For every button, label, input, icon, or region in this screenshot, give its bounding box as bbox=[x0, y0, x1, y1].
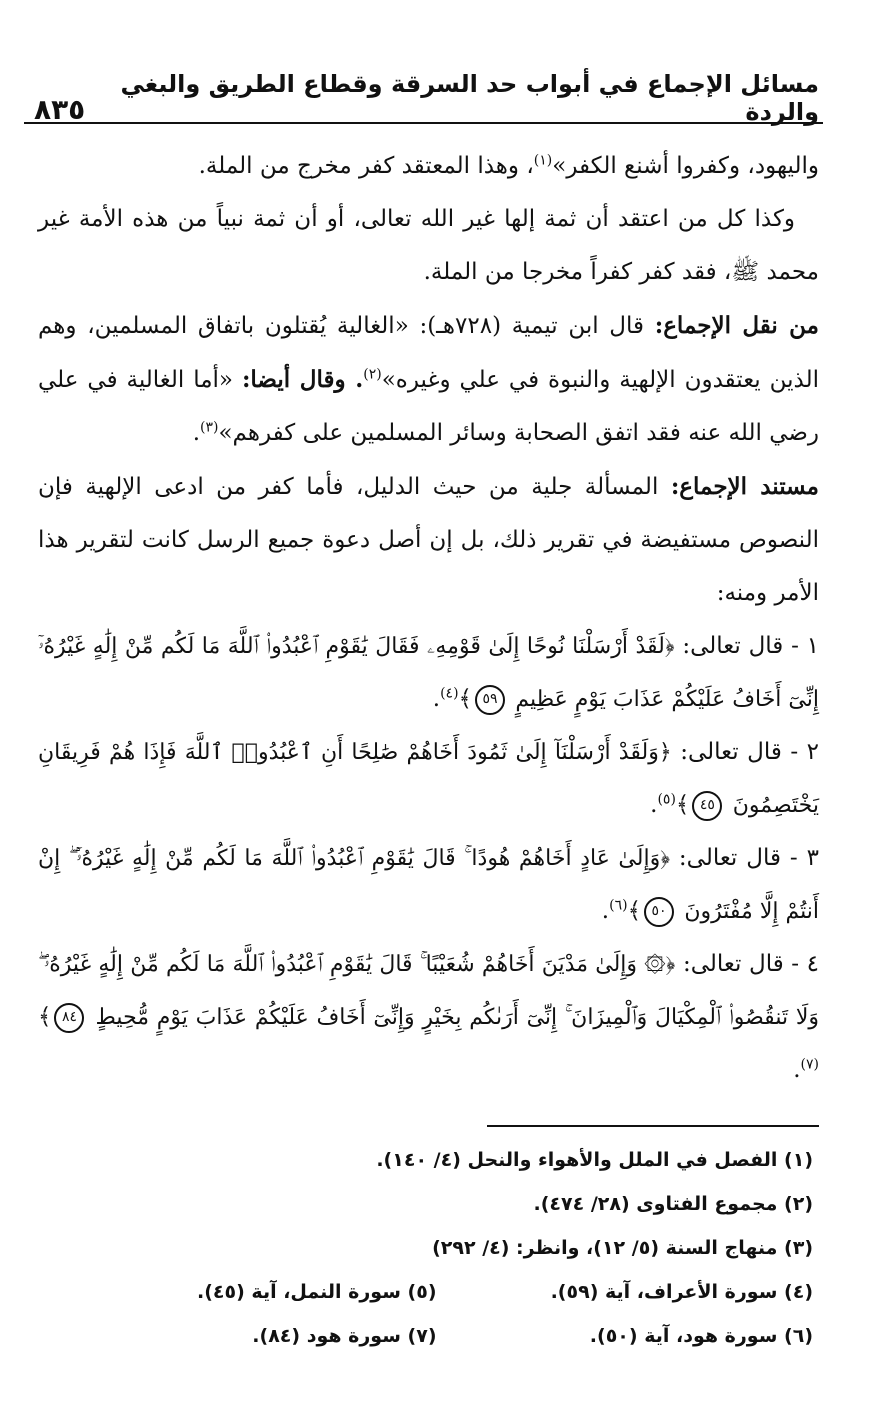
footnote-ref-2: (٢) bbox=[363, 366, 382, 383]
footnote-rule bbox=[487, 1125, 819, 1127]
paragraph-1 bbox=[38, 140, 819, 193]
footnotes bbox=[60, 1138, 813, 1358]
page-number: ٨٣٥ bbox=[34, 93, 86, 126]
p3-lead: من نقل الإجماع: bbox=[654, 312, 819, 339]
item-3-verse: ﴿وَإِلَىٰ عَادٍ أَخَاهُمْ هُودًا ۚ قَالَ يَٰقَوْمِ ٱعْبُدُوا۟ ٱللَّهَ مَا لَكُم مِّنْ إِلَٰهٍ غَيْرُهُۥٓ ۖ إِنْ أَنتُمْ إِلَّا مُفْتَرُونَ bbox=[38, 846, 819, 924]
item-4-label: ٤ - قال تعالى: bbox=[682, 951, 819, 977]
paragraph-2: وكذا كل من اعتقد أن ثمة إلها غير الله تعالى، أو أن ثمة نبياً من هذه الأمة غير محمد ﷺ، فقد كفر كفراً مخرجا من الملة. bbox=[38, 206, 819, 285]
p1-tail: ، وهذا المعتقد كفر مخرج من الملة. bbox=[198, 153, 534, 179]
item-2-label: ٢ - قال تعالى: bbox=[680, 739, 820, 765]
item-3-label: ٣ - قال تعالى: bbox=[678, 845, 819, 871]
footnote-ref-6: (٦) bbox=[609, 897, 628, 914]
item-1-label: ١ - قال تعالى: bbox=[682, 633, 820, 659]
ayah-number-mark: ٥٠ bbox=[644, 897, 674, 927]
footnote-6: (٦) سورة هود، آية (٥٠). bbox=[589, 1325, 813, 1347]
list-item-2: ٢ - قال تعالى: ﴿وَلَقَدْ أَرْسَلْنَآ إِلَىٰ ثَمُودَ أَخَاهُمْ صَٰلِحًا أَنِ ٱعْبُدُوا۟ ٱللَّهَ فَإِذَا هُمْ فَرِيقَانِ يَخْتَصِمُونَ ٤٥﴾$^{(٥)}$. bbox=[38, 726, 819, 832]
list-item-1: ١ - قال تعالى: ﴿لَقَدْ أَرْسَلْنَا نُوحًا إِلَىٰ قَوْمِهِۦ فَقَالَ يَٰقَوْمِ ٱعْبُدُوا۟ ٱللَّهَ مَا لَكُم مِّنْ إِلَٰهٍ غَيْرُهُۥٓ إِنِّىٓ أَخَافُ عَلَيْكُمْ عَذَابَ يَوْمٍ عَظِيمٍ ٥٩﴾$^{(٤)}$. bbox=[38, 620, 819, 726]
p3-text-2: «أما الغالية في علي رضي الله عنه فقد اتفق الصحابة وسائر المسلمين على كفرهم» bbox=[38, 367, 819, 446]
footnote-ref-1: (١) bbox=[533, 152, 553, 169]
paragraph-4 bbox=[38, 460, 819, 620]
p4-lead: مستند الإجماع: bbox=[670, 473, 820, 500]
footnote-7: (٧) سورة هود (٨٤). bbox=[252, 1325, 437, 1347]
p3-lead-2: . وقال أيضا: bbox=[241, 366, 364, 393]
footnote-ref-5: (٥) bbox=[657, 791, 676, 808]
running-title: مسائل الإجماع في أبواب حد السرقة وقطاع الطريق والبغي والردة bbox=[120, 70, 819, 126]
p4-text: المسألة جلية من حيث الدليل، فأما كفر من ادعى الإلهية فإن النصوص مستفيضة في تقرير ذلك، بل إن أصل دعوة جميع الرسل كانت لتقرير هذا الأمر ومنه: bbox=[38, 474, 819, 606]
list-item-3: ٣ - قال تعالى: ﴿وَإِلَىٰ عَادٍ أَخَاهُمْ هُودًا ۚ قَالَ يَٰقَوْمِ ٱعْبُدُوا۟ ٱللَّهَ مَا لَكُم مِّنْ إِلَٰهٍ غَيْرُهُۥٓ ۖ إِنْ أَنتُمْ إِلَّا مُفْتَرُونَ ٥٠﴾$^{(٦)}$. bbox=[38, 832, 819, 938]
item-1-verse: ﴿لَقَدْ أَرْسَلْنَا نُوحًا إِلَىٰ قَوْمِهِۦ فَقَالَ يَٰقَوْمِ ٱعْبُدُوا۟ ٱللَّهَ مَا لَكُم مِّنْ إِلَٰهٍ غَيْرُهُۥٓ إِنِّىٓ أَخَافُ عَلَيْكُمْ عَذَابَ يَوْمٍ عَظِيمٍ bbox=[38, 634, 819, 712]
page-header bbox=[34, 70, 819, 126]
item-2-verse: ﴿وَلَقَدْ أَرْسَلْنَآ إِلَىٰ ثَمُودَ أَخَاهُمْ صَٰلِحًا أَنِ ٱعْبُدُوا۟ ٱللَّهَ فَإِذَا هُمْ فَرِيقَانِ يَخْتَصِمُونَ bbox=[38, 740, 819, 818]
footnote-ref-3: (٣) bbox=[200, 419, 219, 436]
footnote-4: (٤) سورة الأعراف، آية (٥٩). bbox=[550, 1281, 813, 1303]
p3-text: قال ابن تيمية (٧٢٨هـ): «الغالية يُقتلون باتفاق المسلمين، وهم الذين يعتقدون الإلهية والنبوة في علي وغيره» bbox=[38, 313, 820, 393]
header-rule bbox=[24, 122, 823, 124]
footnote-1: (١) الفصل في الملل والأهواء والنحل (٤/ ١٤٠). bbox=[376, 1149, 813, 1171]
footnote-ref-7: (٧) bbox=[800, 1056, 819, 1073]
main-text bbox=[38, 140, 819, 1097]
list-item-4: ٤ - قال تعالى: ﴿۞ وَإِلَىٰ مَدْيَنَ أَخَاهُمْ شُعَيْبًا ۚ قَالَ يَٰقَوْمِ ٱعْبُدُوا۟ ٱللَّهَ مَا لَكُم مِّنْ إِلَٰهٍ غَيْرُهُۥ ۖ وَلَا تَنقُصُوا۟ ٱلْمِكْيَالَ وَٱلْمِيزَانَ ۚ إِنِّىٓ أَرَىٰكُم بِخَيْرٍ وَإِنِّىٓ أَخَافُ عَلَيْكُمْ عَذَابَ يَوْمٍ مُّحِيطٍ ٨٤﴾$^{(٧)}$. bbox=[38, 951, 819, 1083]
paragraph-3: من نقل الإجماع: قال ابن تيمية (٧٢٨هـ): «الغالية يُقتلون باتفاق المسلمين، وهم الذين يعتقدون الإلهية والنبوة في علي وغيره»$^{(٢)}$. وقال أيضا: «أما الغالية في علي رضي الله عنه فقد اتفق الصحابة وسائر المسلمين على كفرهم»$^{(٣)}$. bbox=[38, 312, 820, 446]
footnote-5: (٥) سورة النمل، آية (٤٥). bbox=[197, 1281, 437, 1303]
item-4-verse: ﴿۞ وَإِلَىٰ مَدْيَنَ أَخَاهُمْ شُعَيْبًا ۚ قَالَ يَٰقَوْمِ ٱعْبُدُوا۟ ٱللَّهَ مَا لَكُم مِّنْ إِلَٰهٍ غَيْرُهُۥ ۖ وَلَا تَنقُصُوا۟ ٱلْمِكْيَالَ وَٱلْمِيزَانَ ۚ إِنِّىٓ أَرَىٰكُم بِخَيْرٍ وَإِنِّىٓ أَخَافُ عَلَيْكُمْ عَذَابَ يَوْمٍ مُّحِيطٍ bbox=[38, 952, 819, 1030]
footnote-3: (٣) منهاج السنة (٥/ ١٢)، وانظر: (٤/ ٢٩٢) bbox=[432, 1237, 813, 1259]
p1-text: واليهود، وكفروا أشنع الكفر» bbox=[552, 153, 819, 179]
footnote-ref-4: (٤) bbox=[440, 685, 459, 702]
footnote-2: (٢) مجموع الفتاوى (٢٨/ ٤٧٤). bbox=[533, 1193, 813, 1215]
ayah-number-mark: ٥٩ bbox=[475, 685, 505, 715]
ayah-number-mark: ٨٤ bbox=[54, 1003, 84, 1033]
ayah-number-mark: ٤٥ bbox=[692, 791, 722, 821]
